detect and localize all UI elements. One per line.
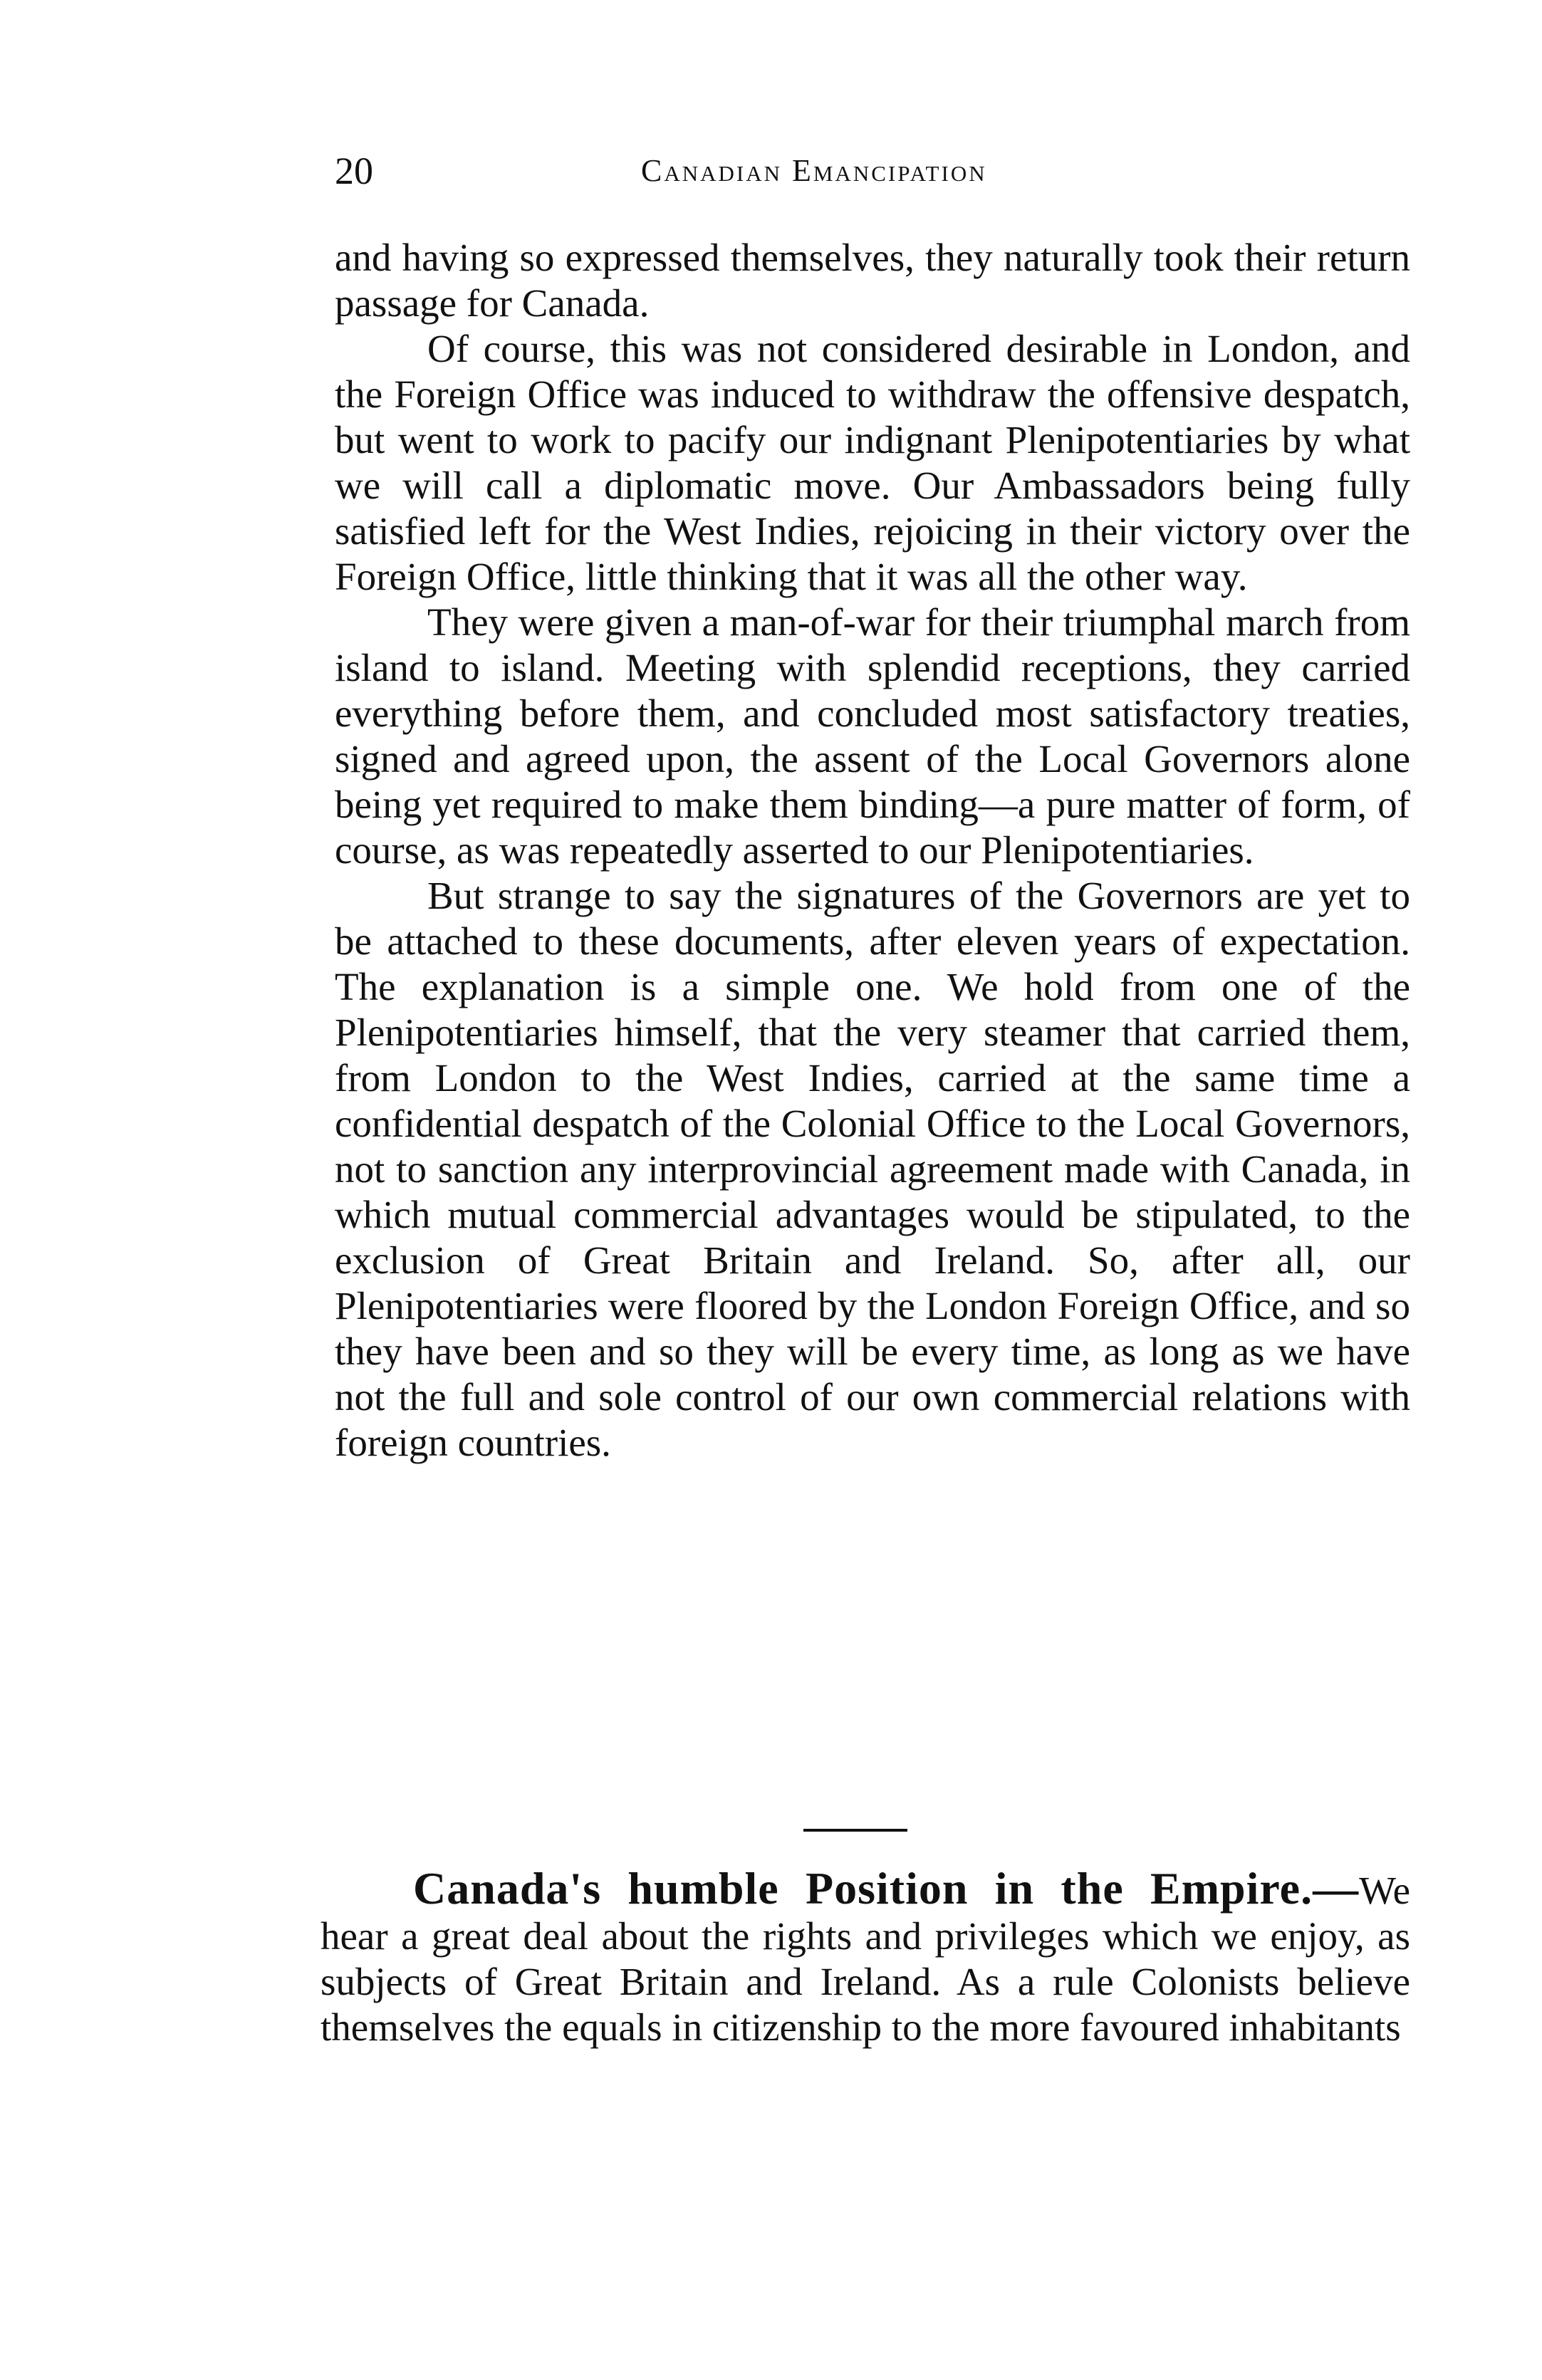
section-paragraph <box>321 1863 1410 2050</box>
section-heading: Canada's humble Position in the Empire.— <box>413 1863 1360 1914</box>
section-canadas-position <box>321 1863 1410 2050</box>
paragraph: But strange to say the signatures of the Governors are yet to be attached to these documents, after eleven years of expectation. The explanation is a simple one. We hold from one of the Plenipotentiaries himself, that the very steamer that carried them, from London to the West Indies, carried at the same time a confidential despatch of the Colonial Office to the Local Governors, not to sanction any interprovincial agreement made with Canada, in which mutual commercial advantages would be stipulated, to the exclusion of Great Britain and Ireland. So, after all, our Plenipotentiaries were floored by the London Foreign Office, and so they have been and so they will be every time, as long as we have not the full and sole control of our own commercial relations with foreign countries. <box>335 874 1410 1464</box>
paragraph: Of course, this was not considered desirable in London, and the Foreign Office was induced to withdraw the offensive despatch, but went to work to pacify our indignant Plenipotentiaries by what we will call a diplomatic move. Our Ambassadors being fully satisfied left for the West Indies, rejoicing in their victory over the Foreign Office, little thinking that it was all the other way. <box>335 327 1410 598</box>
running-title: Canadian Emancipation <box>641 153 987 188</box>
page-header <box>335 146 1417 196</box>
paragraph: They were given a man-of-war for their triumphal march from island to island. Meeting with splendid receptions, they carried everything before them, and concluded most satisfactory treaties, signed and agreed upon, the assent of the Local Governors alone being yet required to make them binding—a pure matter of form, of course, as was repeatedly asserted to our Plenipotentiaries. <box>335 600 1410 872</box>
section-divider <box>803 1829 907 1832</box>
body-text <box>335 235 1410 1466</box>
section-text: We hear a great deal about the rights and privileges which we enjoy, as subjects of Great Britain and Ireland. As a rule Colonists believe themselves the equals in citizenship to the more favoured inhabitants <box>321 1869 1410 2049</box>
paragraph: and having so expressed themselves, they naturally took their return passage for Canada. <box>335 236 1410 325</box>
page-number: 20 <box>335 150 373 192</box>
